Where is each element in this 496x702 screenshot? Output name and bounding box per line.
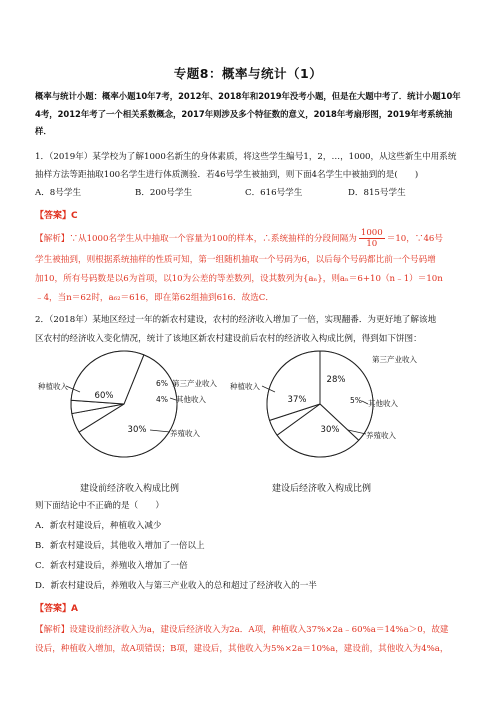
pie-category-label-1: 第三产业收入: [172, 379, 217, 388]
q1-fraction-numerator: 1000: [360, 228, 383, 238]
q1-analysis-part-b: ＝10，∵46号: [386, 234, 443, 244]
pie-after-caption: 建设后经济收入构成比例: [272, 484, 372, 494]
q1-analysis-line-3: 加10，所有号码数是以6为首项，以10为公差的等差数列，设其数列为{aₙ}，则aₙ＝6+10（n﹣1）＝10n: [35, 274, 443, 284]
question-2-stem-line-2: 区农村的经济收入变化情况，统计了该地区新农村建设前后农村的经济收入构成比例，得到如下饼图：: [35, 334, 422, 344]
q2-option-c: C．新农村建设后，养殖收入增加了一倍: [35, 561, 188, 571]
q1-analysis-part-a: 【解析】∵从1000名学生从中抽取一个容量为100的样本，∴系统抽样的分段间隔为: [35, 234, 357, 244]
pie-charts: [0, 340, 496, 490]
pie-percent-label-2: 4%: [156, 395, 168, 404]
pie-category-label-0: 种植收入: [230, 382, 260, 391]
pie-chart-before: [38, 351, 217, 457]
page-title: 专题8：概率与统计（1）: [173, 66, 323, 81]
q2-option-d: D．新农村建设后，养殖收入与第三产业收入的总和超过了经济收入的一半: [35, 581, 317, 591]
pie-percent-label-2: 5%: [350, 396, 362, 405]
pie-category-label-2: 其他收入: [368, 399, 398, 408]
q2-analysis-line-1: 【解析】设建设前经济收入为a，建设后经济收入为2a．A项，种植收入37%×2a﹣60%a＝14%a＞0，故建: [35, 625, 449, 635]
q1-option-b: B．200号学生: [135, 188, 193, 198]
question-1-answer: 【答案】C: [35, 211, 78, 221]
q1-option-d: D．815号学生: [348, 188, 406, 198]
q2-option-b: B．新农村建设后，其他收入增加了一倍以上: [35, 541, 205, 551]
question-1-analysis: [35, 228, 465, 249]
pie-percent-label-1: 6%: [156, 379, 168, 388]
pie-category-label-3: 养殖收入: [170, 429, 200, 438]
q1-analysis-line-2: 学生被抽到，则根据系统抽样的性质可知，第一组随机抽取一个号码为6，以后每个号码都比前一个号码增: [35, 255, 436, 265]
question-2-prompt: 则下面结论中不正确的是（ ）: [35, 501, 164, 511]
q1-option-c: C．616号学生: [245, 188, 303, 198]
pie-percent-label-0: 37%: [287, 395, 307, 405]
q1-fraction: [359, 228, 385, 249]
pie-percent-label-3: 30%: [127, 425, 147, 435]
pie-category-label-2: 其他收入: [176, 395, 206, 404]
q2-option-a: A．新农村建设后，种植收入减少: [35, 521, 162, 531]
intro-paragraph: 概率与统计小题：概率小题10年7考，2012年、2018年和2019年没考小题，但是在大题中考了．统计小题10年4考，2012年考了一个相关系数概念，2017年则涉及多个特征数的意义，2018年考扇形图，2019年考系统抽样．: [35, 91, 461, 136]
pie-category-label-0: 种植收入: [38, 382, 68, 391]
pie-chart-after: [230, 351, 417, 457]
pie-category-label-3: 养殖收入: [366, 431, 396, 440]
q2-analysis-line-2: 设后，种植收入增加，故A项错误；B项，建设后，其他收入为5%×2a＝10%a，建设前，其他收入为4%a，: [35, 644, 449, 654]
pie-percent-label-1: 28%: [326, 375, 346, 385]
question-1-options: [35, 184, 465, 202]
q1-option-a: A．8号学生: [35, 188, 82, 198]
question-1-stem: 1．（2019年）某学校为了解1000名新生的身体素质，将这些学生编号1，2，…，1000，从这些新生中用系统抽样方法等距抽取100名学生进行体质测验．若46号学生被抽到，则下面4名学生中被抽到的是( ): [35, 152, 457, 180]
question-2-stem-line-1: 2．（2018年）某地区经过一年的新农村建设，农村的经济收入增加了一倍，实现翻番．为更好地了解该地: [35, 315, 437, 325]
pie-before-caption: 建设前经济收入构成比例: [80, 484, 180, 494]
pie-percent-label-3: 30%: [320, 425, 340, 435]
question-2-answer: 【答案】A: [35, 604, 78, 614]
pie-category-label-1: 第三产业收入: [372, 355, 417, 364]
q1-analysis-line-4: ﹣4，当n＝62时，a₆₂＝616，即在第62组抽到616．故选C．: [35, 293, 274, 303]
q1-fraction-denominator: 10: [366, 239, 378, 249]
pie-percent-label-0: 60%: [94, 391, 114, 401]
